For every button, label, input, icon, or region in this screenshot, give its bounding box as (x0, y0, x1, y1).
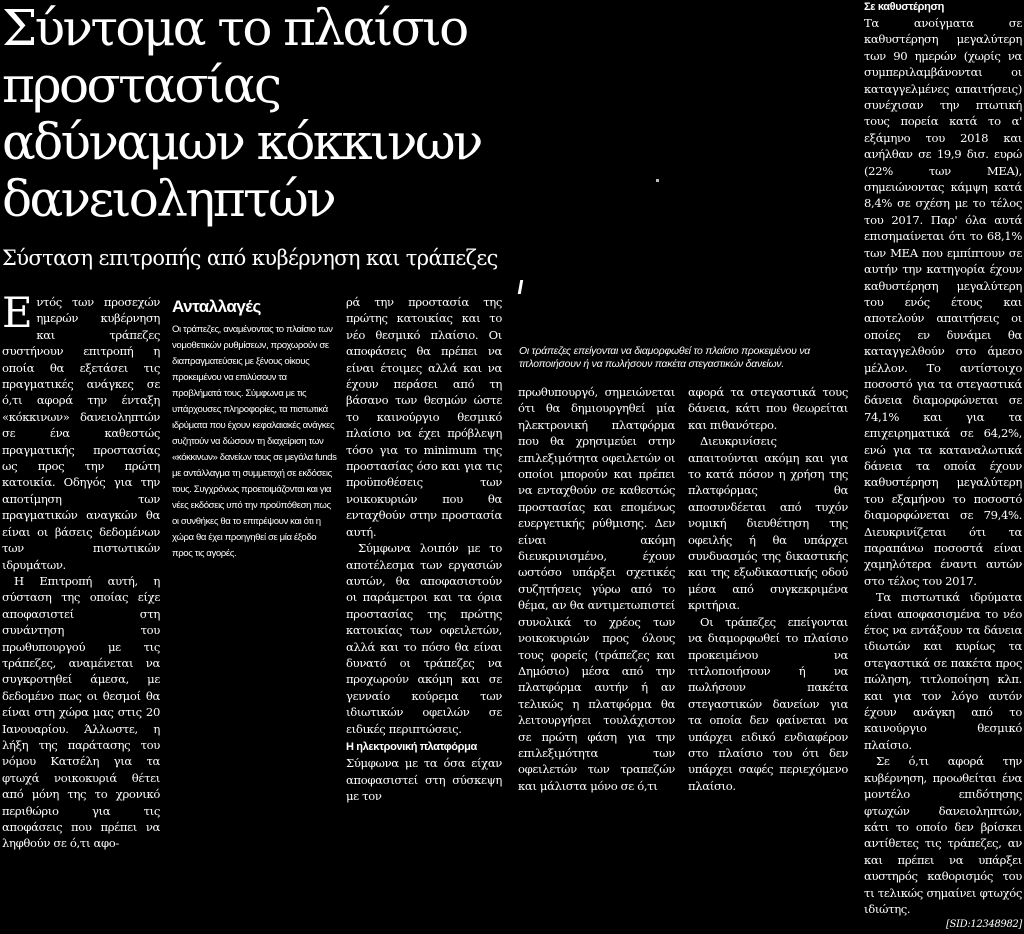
box-title: Ανταλλαγές (172, 297, 261, 316)
paragraph: Η Επιτροπή αυτή, η σύσταση της οποίας είχε αποφασιστεί στη συνάντηση του πρωθυπουργού με τις τράπεζες, αναμένεται να συγκροτηθεί άμεσα, με δεδομένο πως οι θεσμοί θα είναι στη χώρα μας στις 20 Ιανουαρίου. Άλλωστε, η λήξη της παράτασης του νόμου Κατσέλη για τα φτωχά νοικοκυριά θέτει από μόνη της το χρονικό περιθώριο για τις αποφάσεις που πρέπει να ληφθούν σε ό,τι αφο- (2, 573, 160, 851)
headline (2, 0, 502, 228)
paragraph (2, 288, 160, 573)
paragraph: Σε ό,τι αφορά την κυβέρνηση, προωθείται ένα μοντέλο επιδότησης φτωχών δανειοληπτών, κάτι το οποίο δεν βρίσκει αντίθετες τις τράπεζες, αν και πρέπει να υπάρξει αυστηρός καθορισμός του τι τελικώς σημαίνει φτωχός ιδιώτης. (864, 754, 1022, 916)
paragraph: Διευκρινίσεις απαιτούνται ακόμη και για το κατά πόσον η χρήση της πλατφόρμας θα αποσυνδέεται από τυχόν νομική διευθέτηση της οφειλής ή θα υπάρχει συνδυασμός της δικαστικής και της εξωδικαστικής οδού μέσα από συγκεκριμένα κριτήρια. (688, 434, 848, 613)
sidebar-box-exchanges (172, 296, 338, 596)
paragraph: Τα πιστωτικά ιδρύματα είναι αποφασισμένα το νέο έτος να εντάξουν τα δάνεια ιδιωτών και κυρίως τα στεγαστικά σε πακέτα προς πώληση, τιτλοποίηση κλπ. και για τον λόγο αυτόν έχουν ανάγκη από το καινούργιο θεσμικό πλαίσιο. (864, 590, 1022, 752)
article-column-4 (518, 384, 675, 793)
paragraph-text: ντός των προσεχών ημερών κυβέρνηση και τράπεζες συστήνουν επιτροπή η οποία θα εξετάσει τις πραγματικές ανάγκες σε ό,τι αφορά την ένταξη «κόκκινων» δανειοληπτών σε ένα καθεστώς πραγματικής προστασίας ως προς την πρώτη κατοικία. Οδηγός για την αποτίμηση των πραγματικών αναγκών θα είναι οι βάσεις δεδομένων των πιστωτικών ιδρυμάτων. (2, 295, 160, 572)
subtitle: Σύσταση επιτροπής από κυβέρνηση και τράπεζες (2, 246, 498, 270)
article-column-3 (346, 294, 502, 804)
headline-line-4: δανειοληπτών (2, 170, 335, 228)
drop-cap: Ε (2, 288, 33, 337)
paragraph: Σύμφωνα λοιπόν με το αποτέλεσμα των εργασιών αυτών, θα αποφασιστούν οι παράμετροι και τα όρια προστασίας της πρώτης κατοικίας των οφειλετών, αλλά και το πόσο θα είναι δυνατό οι τράπεζες να προχωρούν ακόμη και σε γενναίο κούρεμα των ιδιωτικών οφειλών σε ειδικές περιπτώσεις. (346, 541, 502, 736)
headline-line-1: Σύντομα το πλαίσιο (2, 0, 467, 57)
paragraph: αφορά τα στεγαστικά τους δάνεια, κάτι που θεωρείται και πιθανότερο. (688, 385, 848, 432)
paragraph: Σύμφωνα με τα όσα είχαν αποφασιστεί στη σύσκεψη με τον (346, 756, 502, 804)
headline-line-2: προστασίας (2, 56, 280, 114)
paragraph: πρωθυπουργό, σημειώνεται ότι θα δημιουργηθεί μία ηλεκτρονική πλατφόρμα που θα χρησιμεύει στην επιλεξιμότητα οφειλετών οι οποίοι μπορούν και πρέπει να ενταχθούν σε καθεστώς προστασίας και επομένως ευεργετικής ρύθμισης. Δεν είναι ακόμη διευκρινισμένο, έχουν ωστόσο υπάρξει σχετικές συζητήσεις γύρω από το θέμα, αν θα αντιμετωπιστεί συνολικά το χρέος των νοικοκυριών προς όλους τους φορείς (τράπεζες και Δημόσιο) μέσα από την πλατφόρμα αυτήν ή αν τελικώς η πλατφόρμα θα λειτουργήσει τουλάχιστον σε πρώτη φάση για την επιλεξιμότητα των οφειλετών των τραπεζών και μάλιστα μόνο σε ό,τι (518, 385, 675, 793)
story-id: [SID:12348982] (946, 919, 1022, 931)
article-column-1 (2, 288, 160, 851)
paragraph: Τα ανοίγματα σε καθυστέρηση μεγαλύτερη των 90 ημερών (χωρίς να συμπεριλαμβάνονται οι καταγγελμένες απαιτήσεις) συνέχισαν την πτωτική τους πορεία κατά το α' εξάμηνο του 2018 και ανήλθαν σε 19,9 δισ. ευρώ (22% των ΜΕΑ), σημειώνοντας κάμψη κατά 8,4% σε σχέση με το τέλος του 2017. Παρ' όλα αυτά επισημαίνεται ότι το 68,1% των ΜΕΑ που εμπίπτουν σε αυτήν την κατηγορία έχουν καθυστέρηση μεγαλύτερη του ενός έτους και αποτελούν απαιτήσεις οι οποίες εν δυνάμει θα καταγγελθούν στο άμεσο μέλλον. Το αντίστοιχο ποσοστό για τα στεγαστικά δάνεια διαμορφώνεται σε 74,1% και για τα επιχειρηματικά σε 64,2%, ενώ για τα καταναλωτικά δάνεια τα οποία έχουν καθυστέρηση μεγαλύτερη του εξαμήνου το ποσοστό διαμορφώνεται σε 79,4%. Διευκρινίζεται ότι τα παραπάνω ποσοστά είναι χαμηλότερα έναντι αυτών στο τέλος του 2017. (864, 16, 1022, 588)
paragraph: Οι τράπεζες επείγονται να διαμορφωθεί το πλαίσιο προκειμένου να τιτλοποιήσουν ή να πωλήσουν πακέτα στεγαστικών δανείων για τα οποία δεν φαίνεται να υπάρχει ειδικό ενδιαφέρον στο πλαίσιο του ότι δεν υπάρχει σαφές περιεχόμενο πλαίσιο. (688, 614, 848, 793)
photo-highlight (656, 179, 659, 182)
headline-line-3: αδύναμων κόκκινων (2, 113, 481, 171)
photo (515, 0, 849, 325)
paragraph: ρά την προστασία της πρώτης κατοικίας και το νέο θεσμικό πλαίσιο. Οι αποφάσεις θα πρέπει να είναι έτοιμες αλλά και να έχουν περάσει από τη βάσανο των θεσμών ώστε το καινούργιο θεσμικό πλαίσιο να έχει πρόβλεψη τόσο για το minimum της προστασίας όσο και για τις προϋποθέσεις των νοικοκυριών που θα ενταχθούν στην προστασία αυτή. (346, 295, 502, 539)
side-column-delinquency (864, 0, 1022, 931)
side-title: Σε καθυστέρηση (864, 1, 945, 13)
photo-caption: Οι τράπεζες επείγονται να διαμορφωθεί το πλαίσιο προκειμένου να τιτλοποιήσουν ή να πωλήσουν πακέτα στεγαστικών δανείων. (519, 346, 811, 370)
article-column-5 (688, 384, 848, 793)
section-subhead: Η ηλεκτρονική πλατφόρμα (346, 740, 477, 753)
box-text: Οι τράπεζες, αναμένοντας το πλαίσιο των νομοθετικών ρυθμίσεων, προχωρούν σε διαπραγματεύσεις με ξένους οίκους προκειμένου να επιλύσουν τα προβλήματά τους. Σύμφωνα με τις υπάρχουσες πληροφορίες, τα πιστωτικά ιδρύματα που έχουν κεφαλαιακές ανάγκες συζητούν να δώσουν τη διαχείριση των «κόκκινων» δανείων τους σε μεγάλα funds με αντάλλαγμα τη συμμετοχή σε εκδόσεις τους. Συγχρόνως προετοιμάζονται και για νέες εκδόσεις υπό την προϋπόθεση πως οι συνθήκες θα το επιτρέψουν και ότι η χώρα θα έχει προηγηθεί σε μία έξοδο προς τις αγορές. (172, 324, 337, 559)
